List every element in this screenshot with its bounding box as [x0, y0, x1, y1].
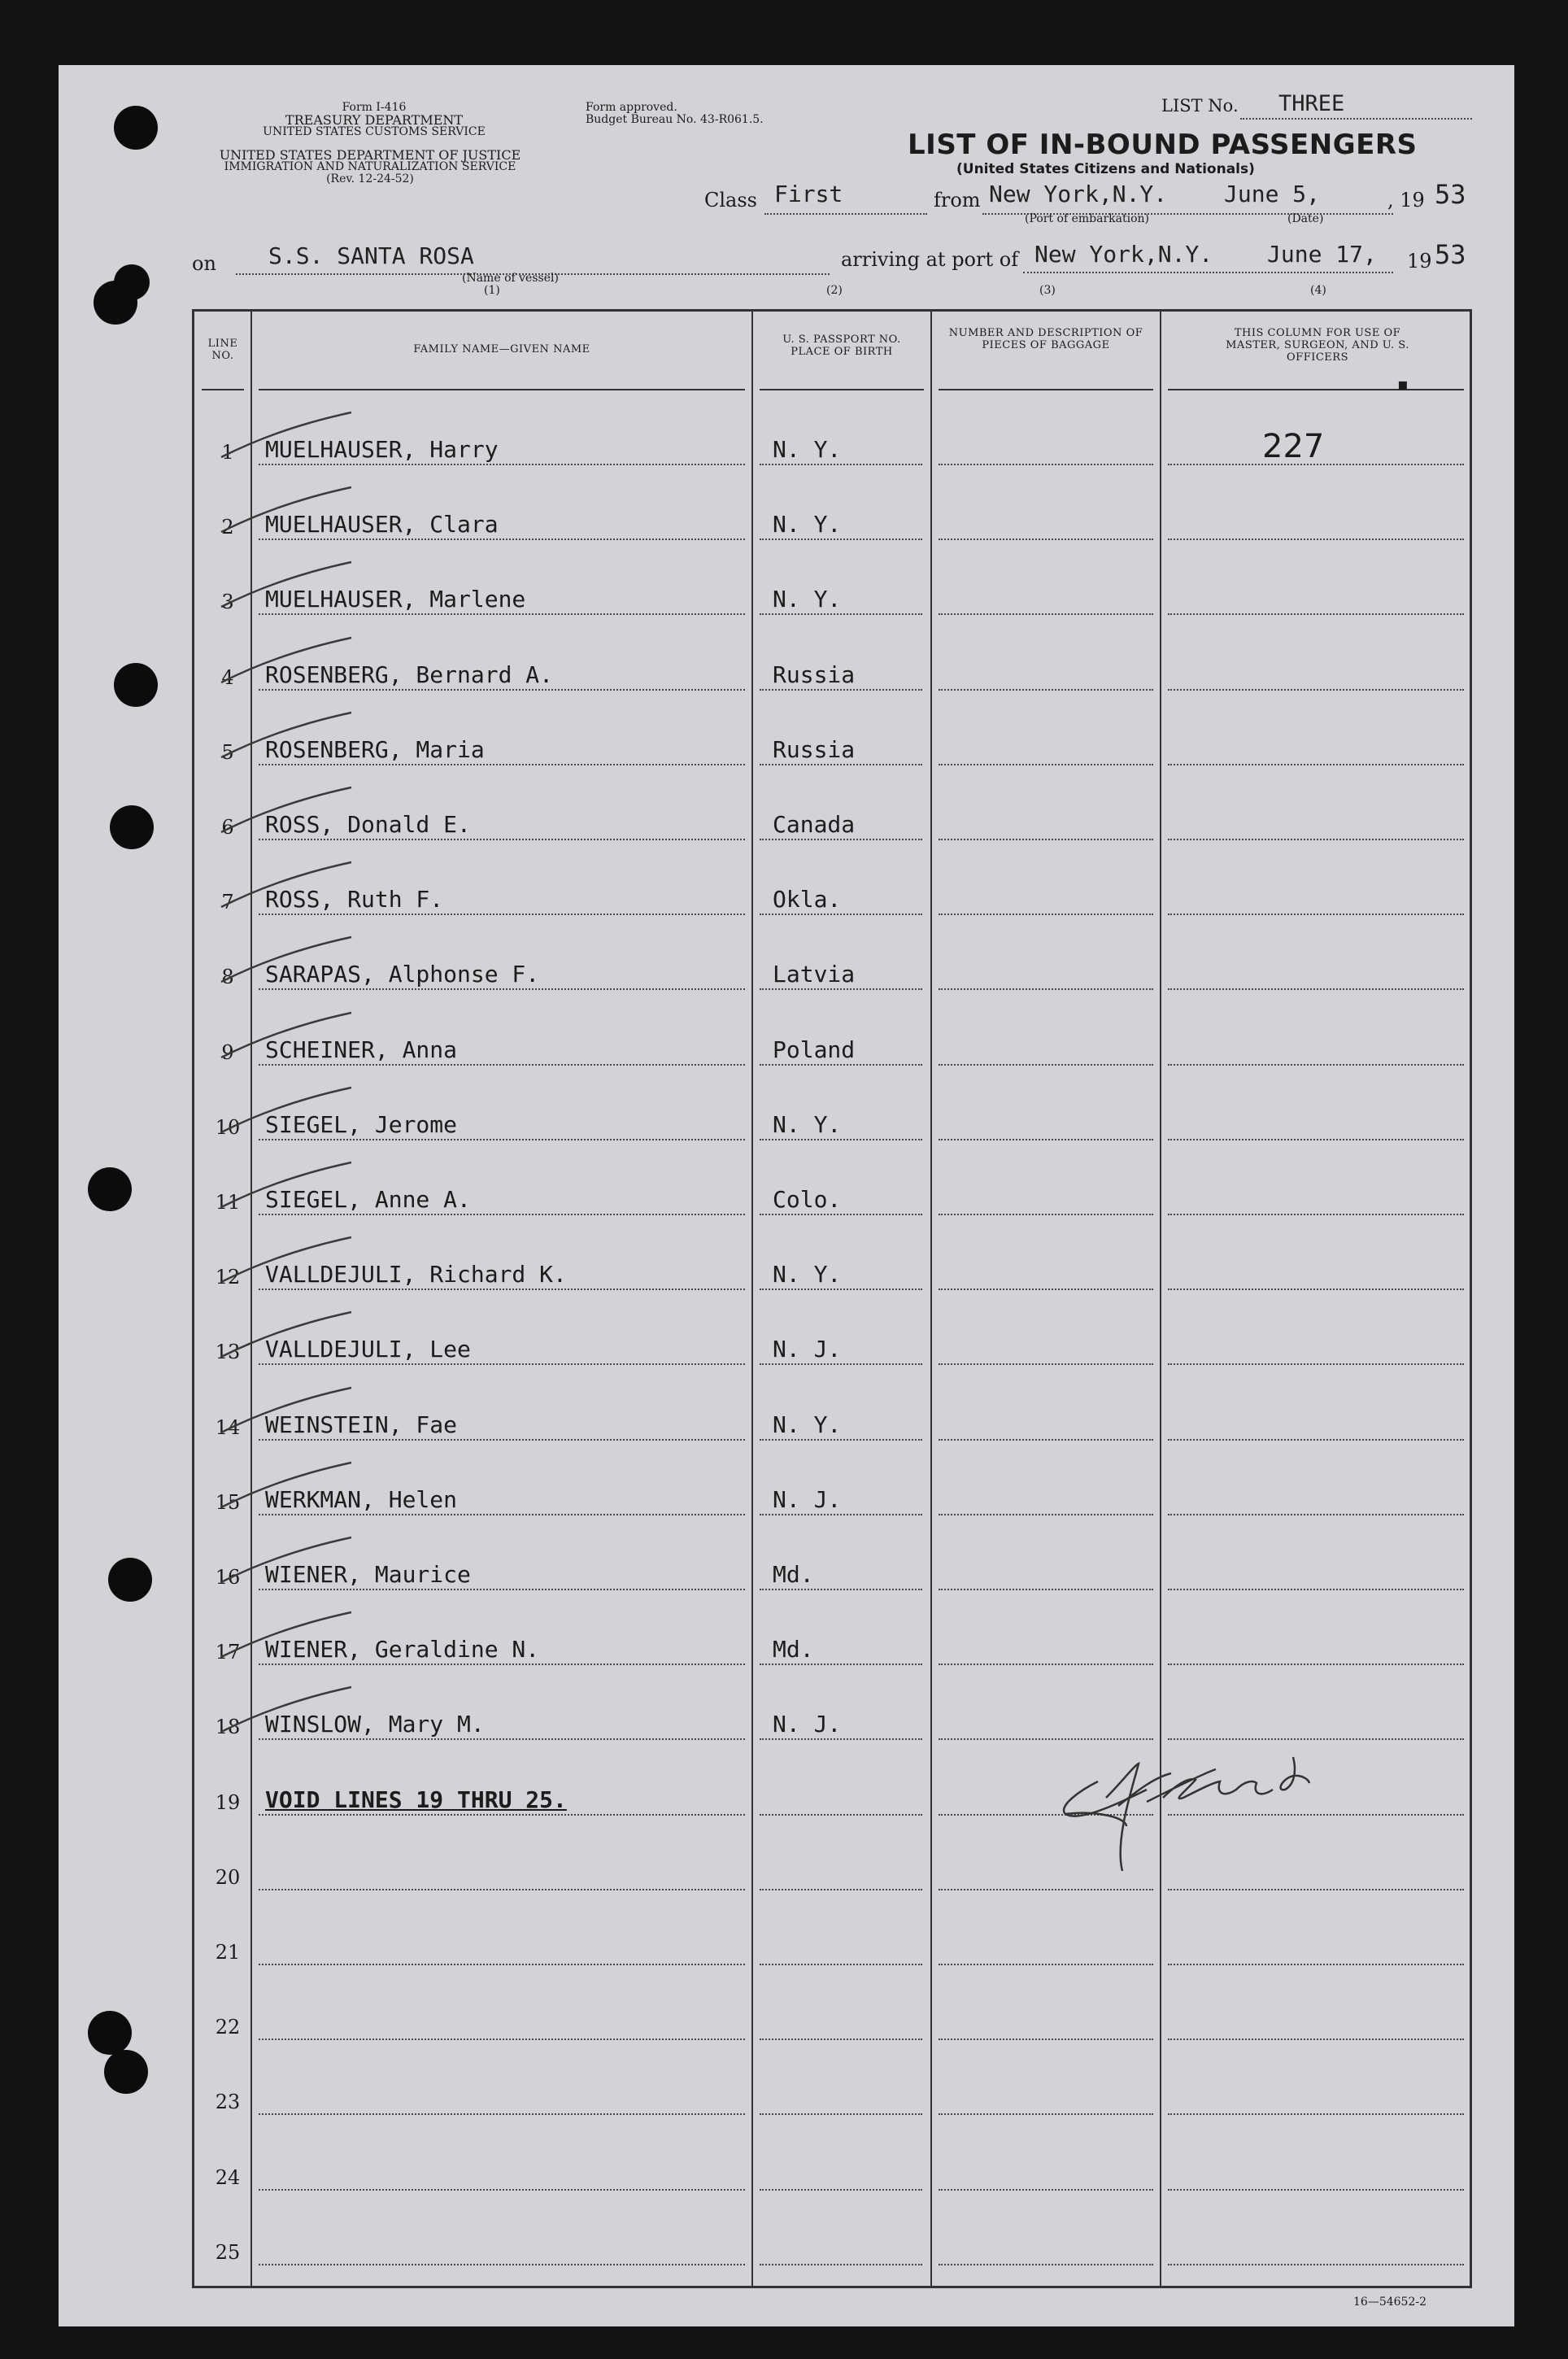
row-dotted-line	[760, 1514, 922, 1515]
header-mark: ▪	[1397, 374, 1409, 394]
from-label: from	[934, 189, 981, 211]
line-number: 23	[215, 2091, 241, 2113]
binder-hole	[114, 264, 150, 300]
budget-bureau: Budget Bureau No. 43-R061.5.	[586, 113, 764, 126]
row-dotted-line	[1168, 2264, 1464, 2265]
row-dotted-line	[939, 1064, 1153, 1066]
caption-2: (2)	[826, 284, 843, 297]
caption-4: (4)	[1310, 284, 1326, 297]
place-of-birth: N. Y.	[773, 1411, 842, 1438]
row-dotted-line	[939, 1139, 1153, 1140]
check-mark	[213, 709, 359, 765]
row-dotted-line	[259, 2039, 745, 2040]
binder-hole	[114, 663, 158, 707]
line-number: 1	[221, 441, 234, 464]
from-year-prefix: , 19	[1387, 189, 1425, 211]
list-no-line	[1240, 118, 1472, 120]
check-mark	[213, 783, 359, 840]
place-of-birth: Okla.	[773, 886, 842, 913]
row-dotted-line	[1168, 2039, 1464, 2040]
row-dotted-line	[760, 1214, 922, 1215]
row-dotted-line	[1168, 1139, 1464, 1140]
row-dotted-line	[1168, 1889, 1464, 1890]
row-dotted-line	[939, 1664, 1153, 1665]
row-dotted-line	[259, 2264, 745, 2265]
row-dotted-line	[760, 988, 922, 990]
row-dotted-line	[1168, 1289, 1464, 1290]
row-dotted-line	[1168, 1664, 1464, 1665]
place-of-birth: Md.	[773, 1561, 814, 1588]
place-of-birth: Colo.	[773, 1186, 842, 1213]
row-dotted-line	[760, 539, 922, 540]
check-mark	[213, 634, 359, 691]
row-dotted-line	[939, 839, 1153, 840]
line-number: 18	[215, 1716, 241, 1738]
place-of-birth: N. Y.	[773, 1261, 842, 1288]
binder-hole	[108, 1558, 152, 1602]
class-value: First	[774, 181, 843, 207]
page-subtitle: (United States Citizens and Nationals)	[956, 161, 1255, 177]
passenger-name: WEINSTEIN, Fae	[265, 1411, 458, 1438]
check-mark	[213, 933, 359, 990]
line-number: 9	[221, 1041, 234, 1064]
form-id-block	[252, 102, 496, 138]
row-dotted-line	[760, 1289, 922, 1290]
arrival-date-value: June 17,	[1267, 241, 1377, 268]
check-mark	[213, 483, 359, 540]
row-dotted-line	[1168, 539, 1464, 540]
row-dotted-line	[760, 1664, 922, 1665]
list-no-value: THREE	[1278, 91, 1345, 116]
form-number: Form I-416	[342, 101, 407, 114]
date-caption: (Date)	[1287, 212, 1324, 225]
form-approved: Form approved.	[586, 101, 677, 114]
officer-note: 227	[1262, 428, 1325, 465]
col-header-officers: THIS COLUMN FOR USE OF MASTER, SURGEON, AND U. S. OFFICERS	[1226, 327, 1409, 364]
form-approved-block	[586, 102, 764, 126]
row-dotted-line	[1168, 1514, 1464, 1515]
line-number: 2	[221, 516, 234, 539]
row-dotted-line	[939, 1889, 1153, 1890]
row-dotted-line	[760, 914, 922, 915]
passenger-name: ROSS, Donald E.	[265, 811, 471, 838]
passenger-name: SARAPAS, Alphonse F.	[265, 961, 540, 988]
header-underline-5	[1168, 389, 1464, 390]
table-left-border	[192, 309, 194, 2287]
line-number: 17	[215, 1641, 241, 1664]
row-dotted-line	[1168, 764, 1464, 765]
from-port-value: New York,N.Y.	[989, 181, 1168, 207]
line-number: 20	[215, 1866, 241, 1889]
port-embark-caption: (Port of embarkation)	[1025, 212, 1149, 225]
line-number: 7	[221, 891, 234, 914]
passenger-name: WIENER, Maurice	[265, 1561, 471, 1588]
line-number: 13	[215, 1341, 241, 1363]
check-mark	[213, 1533, 359, 1590]
row-dotted-line	[760, 1889, 922, 1890]
line-number: 3	[221, 591, 234, 613]
row-dotted-line	[1168, 1589, 1464, 1590]
place-of-birth: Canada	[773, 811, 856, 838]
from-date-value: June 5,	[1224, 181, 1321, 207]
passenger-name: MUELHAUSER, Clara	[265, 511, 499, 538]
passenger-name: ROSS, Ruth F.	[265, 886, 444, 913]
passenger-name: MUELHAUSER, Harry	[265, 436, 499, 463]
row-dotted-line	[939, 914, 1153, 915]
line-number: 12	[215, 1266, 241, 1289]
header-underline-2	[259, 389, 745, 390]
row-dotted-line	[939, 988, 1153, 990]
line-number: 25	[215, 2241, 241, 2264]
row-dotted-line	[939, 539, 1153, 540]
row-dotted-line	[1168, 1363, 1464, 1365]
row-dotted-line	[259, 1964, 745, 1965]
line-number: 4	[221, 666, 234, 689]
passenger-name: SCHEINER, Anna	[265, 1036, 458, 1063]
table-right-border	[1470, 309, 1472, 2287]
row-dotted-line	[939, 1964, 1153, 1965]
place-of-birth: Md.	[773, 1636, 814, 1663]
passenger-name: ROSENBERG, Bernard A.	[265, 661, 554, 688]
row-dotted-line	[760, 2113, 922, 2115]
line-number: 6	[221, 816, 234, 839]
passenger-name: SIEGEL, Anne A.	[265, 1186, 471, 1213]
caption-1: (1)	[484, 284, 500, 297]
binder-hole	[88, 2011, 132, 2055]
place-of-birth: N. J.	[773, 1711, 842, 1738]
vessel-value: S.S. SANTA ROSA	[268, 242, 474, 269]
row-dotted-line	[1168, 1439, 1464, 1441]
row-dotted-line	[1168, 1214, 1464, 1215]
class-label: Class	[704, 189, 757, 211]
row-dotted-line	[1168, 914, 1464, 915]
check-mark	[213, 1608, 359, 1665]
line-number: 24	[215, 2166, 241, 2189]
place-of-birth: N. J.	[773, 1486, 842, 1513]
row-dotted-line	[760, 1814, 922, 1816]
row-dotted-line	[939, 2113, 1153, 2115]
row-dotted-line	[760, 1738, 922, 1740]
row-dotted-line	[1168, 839, 1464, 840]
ins-service: IMMIGRATION AND NATURALIZATION SERVICE	[224, 160, 516, 173]
check-mark	[213, 1384, 359, 1441]
row-dotted-line	[760, 613, 922, 615]
arrival-port-value: New York,N.Y.	[1034, 241, 1213, 268]
place-of-birth: Russia	[773, 736, 856, 763]
col-header-name: FAMILY NAME—GIVEN NAME	[413, 343, 590, 355]
line-number: 16	[215, 1566, 241, 1589]
header-underline-4	[939, 389, 1153, 390]
void-note: VOID LINES 19 THRU 25.	[265, 1786, 567, 1813]
col-divider-name	[751, 309, 753, 2287]
table-top-border	[192, 309, 1472, 312]
row-dotted-line	[939, 1514, 1153, 1515]
row-dotted-line	[760, 689, 922, 691]
line-number: 14	[215, 1416, 241, 1439]
binder-hole	[114, 106, 158, 150]
row-dotted-line	[1168, 1964, 1464, 1965]
place-of-birth: Poland	[773, 1036, 856, 1063]
row-dotted-line	[760, 2039, 922, 2040]
justice-dept: UNITED STATES DEPARTMENT OF JUSTICE	[219, 147, 521, 163]
row-dotted-line	[760, 1439, 922, 1441]
line-number: 22	[215, 2016, 241, 2039]
row-dotted-line	[1168, 2113, 1464, 2115]
row-dotted-line	[939, 689, 1153, 691]
vessel-caption: (Name of vessel)	[462, 272, 559, 285]
passenger-name: ROSENBERG, Maria	[265, 736, 485, 763]
row-dotted-line	[939, 464, 1153, 465]
officer-signature	[1049, 1733, 1456, 1879]
passenger-name: WINSLOW, Mary M.	[265, 1711, 485, 1738]
row-dotted-line	[1168, 2189, 1464, 2191]
justice-block	[187, 149, 553, 185]
passenger-name: WIENER, Geraldine N.	[265, 1636, 540, 1663]
place-of-birth: N. Y.	[773, 436, 842, 463]
row-dotted-line	[939, 613, 1153, 615]
place-of-birth: N. J.	[773, 1336, 842, 1363]
row-dotted-line	[939, 1363, 1153, 1365]
row-dotted-line	[939, 764, 1153, 765]
place-of-birth: Latvia	[773, 961, 856, 988]
form-code: 16—54652-2	[1353, 2296, 1426, 2309]
check-mark	[213, 1084, 359, 1140]
row-dotted-line	[760, 1064, 922, 1066]
customs-service: UNITED STATES CUSTOMS SERVICE	[263, 125, 486, 138]
passenger-name: MUELHAUSER, Marlene	[265, 586, 526, 613]
check-mark	[213, 408, 359, 465]
col-divider-passport	[930, 309, 932, 2287]
row-dotted-line	[939, 1214, 1153, 1215]
header-underline-3	[760, 389, 924, 390]
treasury-dept: TREASURY DEPARTMENT	[285, 112, 464, 128]
row-dotted-line	[259, 2189, 745, 2191]
check-mark	[213, 1233, 359, 1290]
col-header-passport: U. S. PASSPORT NO. PLACE OF BIRTH	[782, 334, 901, 358]
header-underline-1	[202, 389, 244, 390]
place-of-birth: Russia	[773, 661, 856, 688]
row-dotted-line	[1168, 988, 1464, 990]
check-mark	[213, 1459, 359, 1515]
class-line	[764, 213, 927, 215]
passenger-name: WERKMAN, Helen	[265, 1486, 458, 1513]
col-header-line-no: LINE NO.	[207, 338, 238, 362]
binder-hole	[104, 2050, 148, 2094]
binder-hole	[88, 1167, 132, 1211]
arriving-label: arriving at port of	[841, 248, 1019, 271]
row-dotted-line	[939, 2039, 1153, 2040]
row-dotted-line	[1168, 1064, 1464, 1066]
line-number: 21	[215, 1941, 241, 1964]
row-dotted-line	[1168, 689, 1464, 691]
passenger-name: VALLDEJULI, Richard K.	[265, 1261, 567, 1288]
row-dotted-line	[760, 464, 922, 465]
line-number: 15	[215, 1491, 241, 1514]
check-mark	[213, 858, 359, 915]
row-dotted-line	[760, 1363, 922, 1365]
list-no-label: LIST No.	[1161, 96, 1239, 116]
row-dotted-line	[259, 1889, 745, 1890]
row-dotted-line	[760, 2264, 922, 2265]
arrival-year-prefix: 19	[1407, 250, 1432, 273]
row-dotted-line	[1168, 613, 1464, 615]
on-label: on	[192, 252, 216, 275]
line-number: 5	[221, 741, 234, 764]
place-of-birth: N. Y.	[773, 586, 842, 613]
line-number: 10	[215, 1116, 241, 1139]
row-dotted-line	[760, 839, 922, 840]
line-number: 8	[221, 966, 234, 988]
check-mark	[213, 1308, 359, 1365]
row-dotted-line	[760, 1139, 922, 1140]
row-dotted-line	[939, 2189, 1153, 2191]
col-divider-baggage	[1160, 309, 1161, 2287]
arrival-year-value: 53	[1435, 239, 1466, 270]
row-dotted-line	[760, 1589, 922, 1590]
passenger-name: VALLDEJULI, Lee	[265, 1336, 471, 1363]
col-header-baggage: NUMBER AND DESCRIPTION OF PIECES OF BAGGAGE	[948, 327, 1143, 351]
check-mark	[213, 1158, 359, 1215]
check-mark	[213, 558, 359, 615]
place-of-birth: N. Y.	[773, 1111, 842, 1138]
check-mark	[213, 1683, 359, 1740]
row-dotted-line	[760, 1964, 922, 1965]
place-of-birth: N. Y.	[773, 511, 842, 538]
row-dotted-line	[259, 2113, 745, 2115]
caption-3: (3)	[1039, 284, 1056, 297]
row-dotted-line	[259, 1814, 745, 1816]
row-dotted-line	[939, 2264, 1153, 2265]
line-number: 19	[215, 1791, 241, 1814]
from-year-value: 53	[1435, 179, 1466, 210]
table-bottom-border	[192, 2286, 1472, 2288]
row-dotted-line	[760, 764, 922, 765]
binder-hole	[110, 805, 154, 849]
row-dotted-line	[939, 1289, 1153, 1290]
row-dotted-line	[939, 1439, 1153, 1441]
row-dotted-line	[939, 1589, 1153, 1590]
check-mark	[213, 1009, 359, 1066]
line-number: 11	[215, 1191, 241, 1214]
revision: (Rev. 12-24-52)	[326, 172, 414, 185]
page-title: LIST OF IN-BOUND PASSENGERS	[908, 129, 1418, 161]
row-dotted-line	[760, 2189, 922, 2191]
arrival-line	[1023, 272, 1393, 273]
passenger-name: SIEGEL, Jerome	[265, 1111, 458, 1138]
